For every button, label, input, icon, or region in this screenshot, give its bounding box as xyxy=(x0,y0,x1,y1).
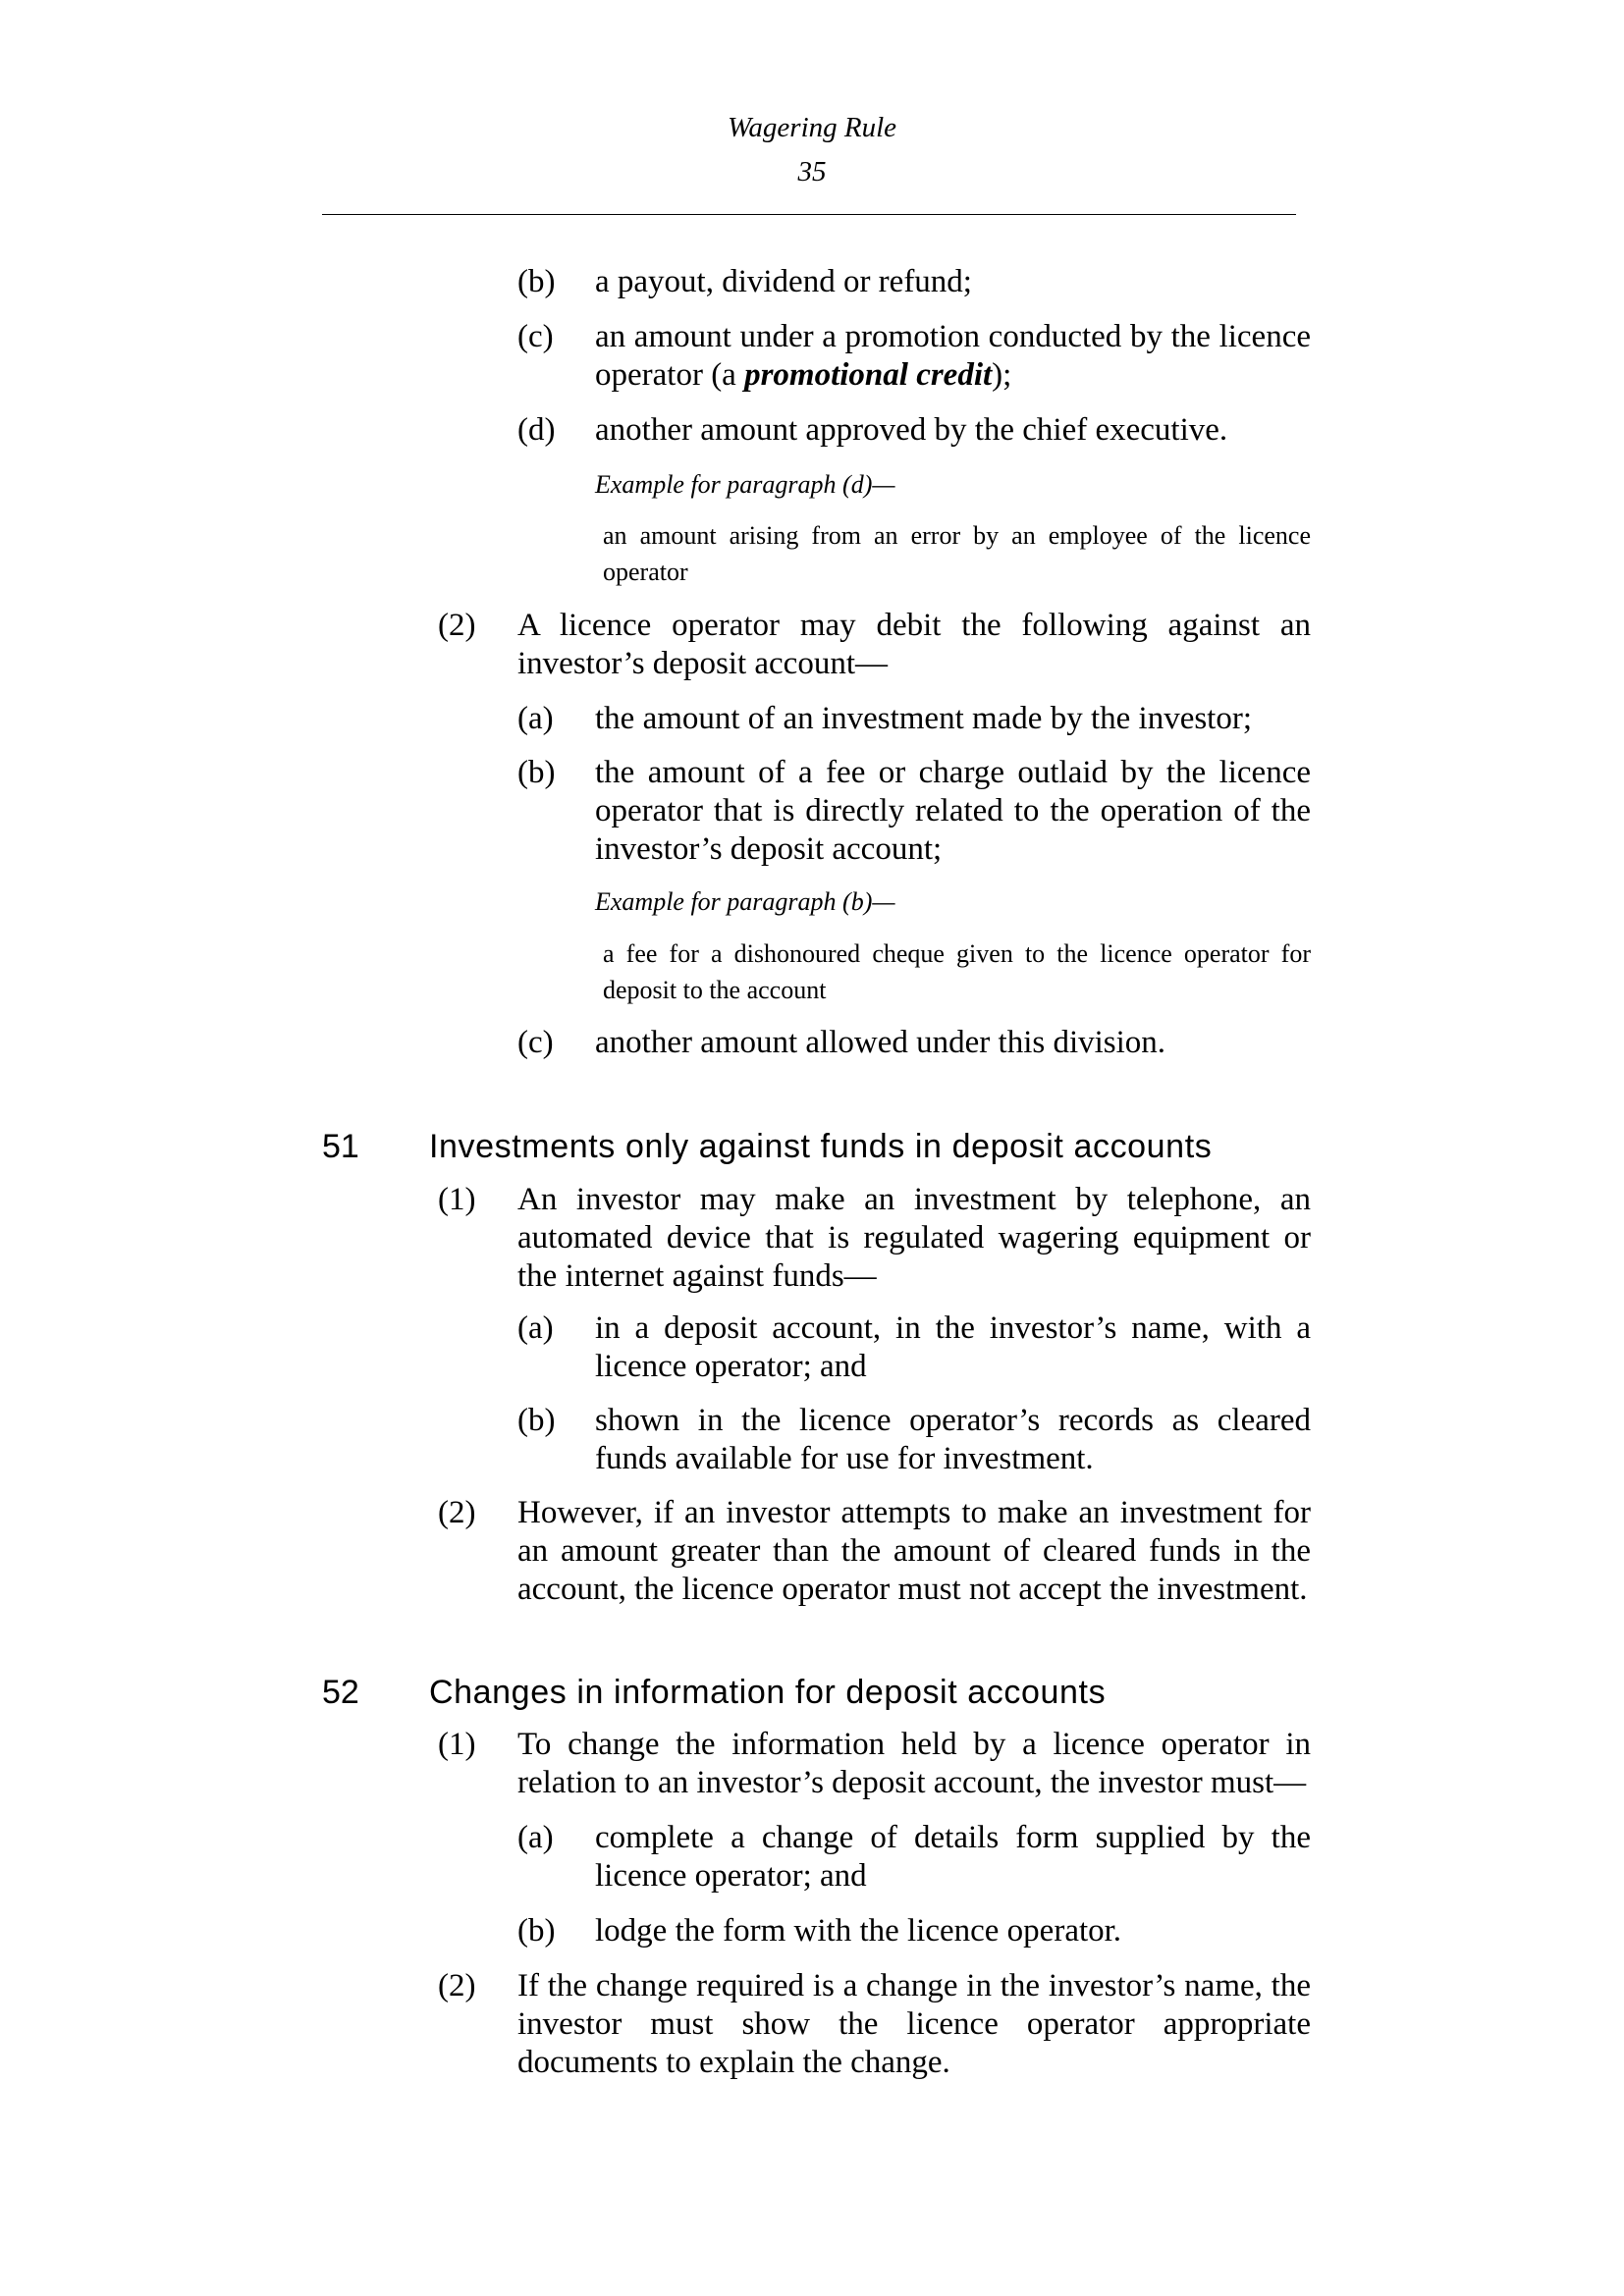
subsection-2-paragraph-text-c: another amount allowed under this division. xyxy=(595,1025,1166,1060)
s51-paragraph-label-b: (b) xyxy=(517,1403,556,1438)
section-number-52: 52 xyxy=(322,1674,359,1711)
s52-paragraph-label-a: (a) xyxy=(517,1820,554,1855)
s51-paragraph-text-b: shown in the licence operator’s records as cleared funds available for use for investment. xyxy=(595,1403,1311,1476)
paragraph-text-c-before: an amount under a promotion conducted by the licence operator (a xyxy=(595,319,1311,393)
example-heading-d: Example for paragraph (d)— xyxy=(595,470,895,499)
s52-subsection-text-2: If the change required is a change in the investor’s name, the investor must show the licence operator appropriate documents to explain the change. xyxy=(517,1968,1311,2080)
subsection-2-paragraph-label-b: (b) xyxy=(517,755,556,790)
s51-subsection-text-1: An investor may make an investment by telephone, an automated device that is regulated wagering equipment or the internet against funds— xyxy=(517,1182,1311,1294)
paragraph-label-d: (d) xyxy=(517,412,556,448)
example-text-b: a fee for a dishonoured cheque given to the licence operator for deposit to the account xyxy=(603,939,1311,1004)
paragraph-text-d: another amount approved by the chief executive. xyxy=(595,412,1228,448)
s52-subsection-text-1: To change the information held by a licence operator in relation to an investor’s deposit account, the investor must— xyxy=(517,1727,1311,1800)
section-heading-52: Changes in information for deposit accounts xyxy=(429,1674,1107,1711)
s52-paragraph-label-b: (b) xyxy=(517,1913,556,1949)
s51-paragraph-text-a: in a deposit account, in the investor’s name, with a licence operator; and xyxy=(595,1310,1311,1384)
paragraph-text-c-after: ); xyxy=(992,357,1012,393)
s52-subsection-label-1: (1) xyxy=(438,1727,476,1762)
s52-paragraph-text-a: complete a change of details form supplied by the licence operator; and xyxy=(595,1820,1311,1894)
s51-subsection-label-1: (1) xyxy=(438,1182,476,1217)
s52-paragraph-text-b: lodge the form with the licence operator. xyxy=(595,1913,1122,1949)
s51-subsection-label-2: (2) xyxy=(438,1495,476,1530)
paragraph-label-c: (c) xyxy=(517,319,554,354)
defined-term-promotional-credit: promotional credit xyxy=(744,357,993,393)
subsection-label-2: (2) xyxy=(438,608,476,643)
example-heading-b: Example for paragraph (b)— xyxy=(595,887,895,916)
subsection-text-2: A licence operator may debit the following against an investor’s deposit account— xyxy=(517,608,1311,681)
paragraph-text-b: a payout, dividend or refund; xyxy=(595,264,972,299)
example-text-d: an amount arising from an error by an employee of the licence operator xyxy=(603,521,1311,586)
s51-subsection-text-2: However, if an investor attempts to make an investment for an amount greater than the amount of cleared funds in the account, the licence operator must not accept the investment. xyxy=(517,1495,1311,1607)
header-rule xyxy=(322,214,1296,215)
subsection-2-paragraph-text-b: the amount of a fee or charge outlaid by the licence operator that is directly related to the operation of the investor’s deposit account; xyxy=(595,755,1311,867)
running-header-title: Wagering Rule xyxy=(727,112,897,143)
paragraph-text-c xyxy=(595,318,1311,395)
subsection-2-paragraph-text-a: the amount of an investment made by the investor; xyxy=(595,701,1253,736)
subsection-2-paragraph-label-a: (a) xyxy=(517,701,554,736)
paragraph-label-b: (b) xyxy=(517,264,556,299)
section-heading-51: Investments only against funds in deposit accounts xyxy=(429,1128,1213,1165)
s51-paragraph-label-a: (a) xyxy=(517,1310,554,1346)
page-number: 35 xyxy=(797,156,827,187)
subsection-2-paragraph-label-c: (c) xyxy=(517,1025,554,1060)
section-number-51: 51 xyxy=(322,1128,359,1165)
s52-subsection-label-2: (2) xyxy=(438,1968,476,2003)
